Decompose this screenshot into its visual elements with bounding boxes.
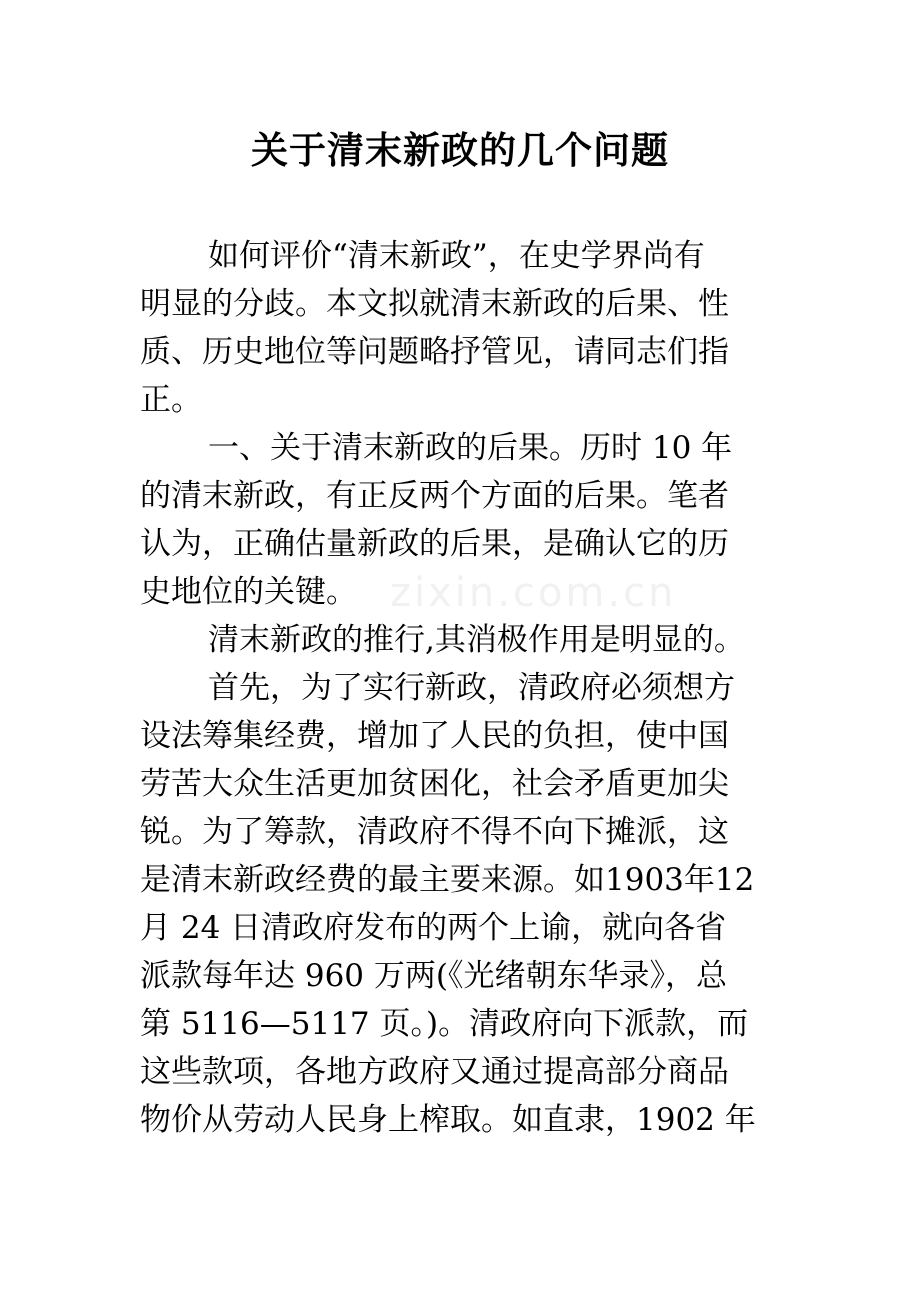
- text-line: 正。: [140, 382, 202, 418]
- text-line: 清末新政的推行,其消极作用是明显的。: [208, 622, 745, 658]
- text-line: 月 24 日清政府发布的两个上谕，就向各省: [140, 910, 727, 946]
- text-line: 劳苦大众生活更加贫困化，社会矛盾更加尖: [140, 766, 729, 802]
- document-title: 关于清末新政的几个问题: [251, 128, 669, 172]
- text-line: 是清末新政经费的最主要来源。如1903年12: [140, 862, 755, 898]
- text-line: 的清末新政，有正反两个方面的后果。笔者: [140, 478, 729, 514]
- text-line: 一、关于清末新政的后果。历时 10 年: [208, 430, 733, 466]
- text-line: 如何评价“清末新政”，在史学界尚有: [208, 238, 705, 274]
- text-line: 明显的分歧。本文拟就清末新政的后果、性: [140, 286, 729, 322]
- text-line: 设法筹集经费，增加了人民的负担，使中国: [140, 718, 729, 754]
- text-line: 第 5116—5117 页。)。清政府向下派款，而: [140, 1006, 749, 1042]
- text-line: 这些款项，各地方政府又通过提高部分商品: [140, 1054, 729, 1090]
- document-body: [140, 232, 788, 1144]
- text-line: 锐。为了筹款，清政府不得不向下摊派，这: [140, 814, 729, 850]
- text-line: 认为，正确估量新政的后果，是确认它的历: [140, 526, 729, 562]
- text-line: 质、历史地位等问题略抒管见，请同志们指: [140, 334, 729, 370]
- text-line: 史地位的关键。: [140, 574, 357, 610]
- text-line: 物价从劳动人民身上榨取。如直隶，1902 年: [140, 1102, 756, 1138]
- text-line: 派款每年达 960 万两(《光绪朝东华录》，总: [140, 958, 727, 994]
- watermark: zixin.com.cn: [390, 570, 677, 616]
- text-line: 首先，为了实行新政，清政府必须想方: [208, 670, 735, 706]
